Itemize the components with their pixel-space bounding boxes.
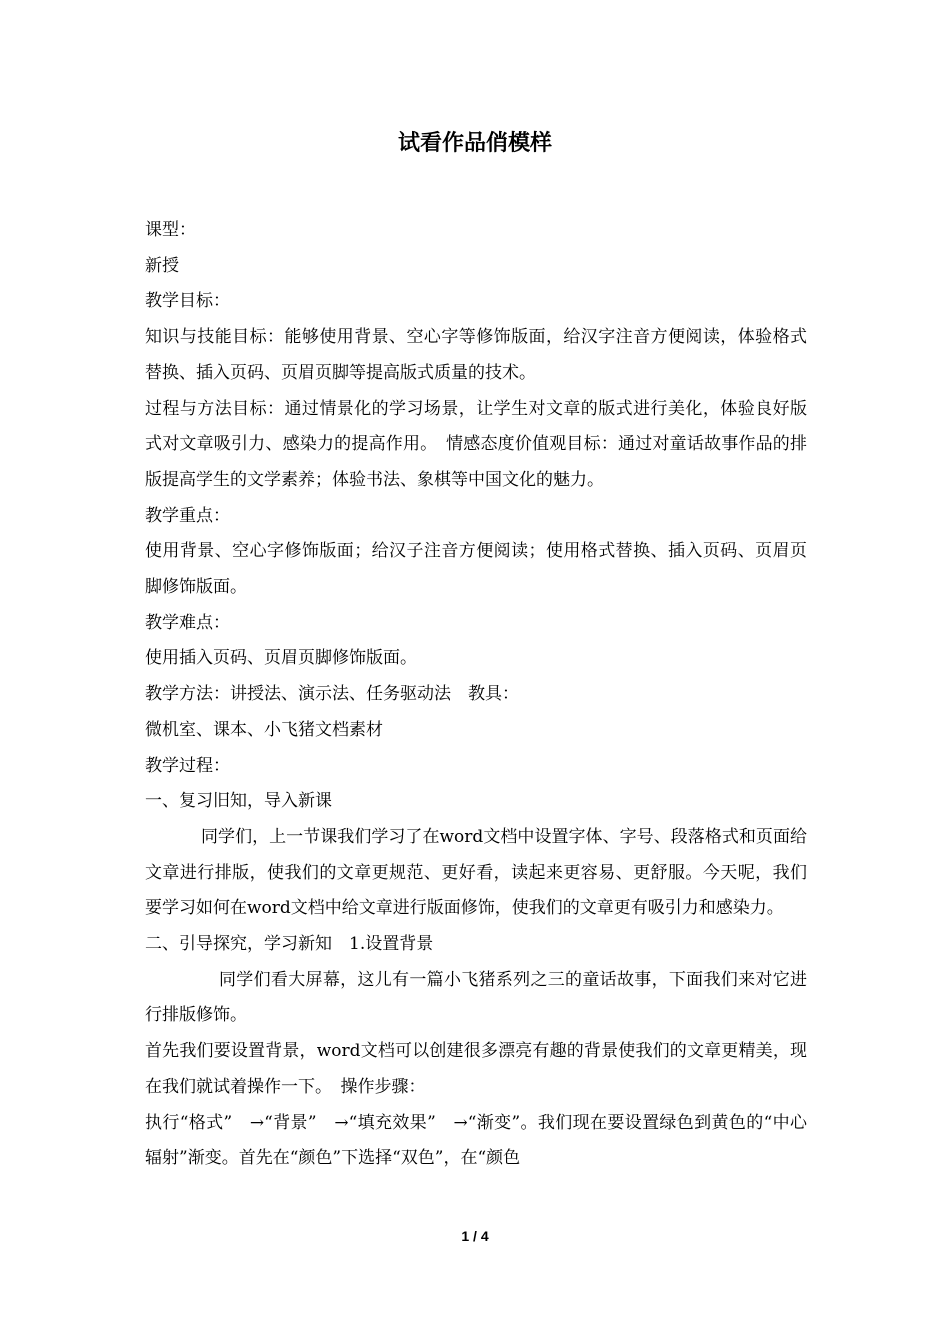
- paragraph-difficulties: 使用插入页码、页眉页脚修饰版面。: [145, 648, 417, 669]
- paragraph-objectives-label: 教学目标：: [145, 291, 230, 312]
- paragraph-lesson-type-label: 课型：: [145, 220, 196, 240]
- paragraph-process-label: 教学过程：: [145, 755, 230, 776]
- paragraph-screen-intro: 同学们看大屏幕，这儿有一篇小飞猪系列之三的童话故事，下面我们来对它进行排版修饰。: [145, 969, 807, 1026]
- paragraph-teaching-aids: 微机室、课本、小飞猪文档素材: [145, 719, 383, 740]
- page-title: 试看作品俏模样: [397, 130, 552, 156]
- page-number: 1 / 4: [461, 1228, 489, 1244]
- document-body: [145, 213, 807, 1177]
- paragraph-background-intro: 首先我们要设置背景，word文档可以创建很多漂亮有趣的背景使我们的文章更精美，现在我们就试着操作一下。 操作步骤：: [145, 1041, 807, 1097]
- paragraph-knowledge-objective: 知识与技能目标：能够使用背景、空心字等修饰版面，给汉字注音方便阅读，体验格式替换、插入页码、页眉页脚等提高版式质量的技术。: [145, 327, 807, 383]
- paragraph-review-intro: 同学们，上一节课我们学习了在word文档中设置字体、字号、段落格式和页面给文章进行排版，使我们的文章更规范、更好看，读起来更容易、更舒服。今天呢，我们要学习如何在word文档中给文章进行版面修饰，使我们的文章更有吸引力和感染力。: [145, 826, 807, 919]
- paragraph-key-points-label: 教学重点：: [145, 505, 230, 526]
- paragraph-process-objective: 过程与方法目标：通过情景化的学习场景，让学生对文章的版式进行美化，体验良好版式对文章吸引力、感染力的提高作用。 情感态度价值观目标：通过对童话故事作品的排版提高学生的文学素养；体验书法、象棋等中国文化的魅力。: [145, 398, 807, 490]
- paragraph-section-two-heading: 二、引导探究，学习新知 1.设置背景: [145, 934, 434, 955]
- paragraph-key-points: 使用背景、空心字修饰版面；给汉子注音方便阅读；使用格式替换、插入页码、页眉页脚修饰版面。: [145, 541, 807, 598]
- paragraph-difficulties-label: 教学难点：: [145, 612, 230, 633]
- paragraph-section-one-heading: 一、复习旧知，导入新课: [145, 791, 332, 812]
- paragraph-steps: 执行“格式” →“背景” →“填充效果” →“渐变”。我们现在要设置绿色到黄色的“中心辐射”渐变。首先在“颜色”下选择“双色”，在“颜色: [145, 1112, 807, 1169]
- paragraph-methods: 教学方法：讲授法、演示法、任务驱动法 教具：: [145, 684, 519, 705]
- paragraph-lesson-type: 新授: [145, 255, 179, 276]
